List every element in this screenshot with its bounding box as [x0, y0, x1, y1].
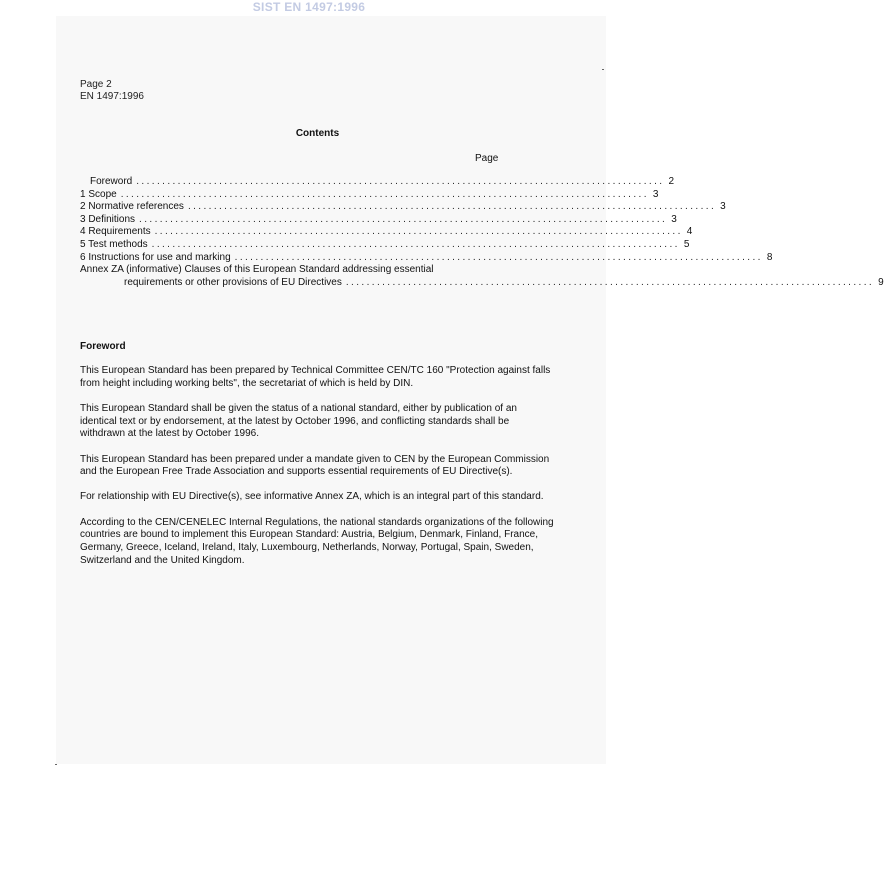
toc-leader-dots: ...................................................................................................... — [234, 251, 763, 263]
toc-annex-label-line1: Annex ZA (informative) Clauses of this European Standard addressing essential — [80, 264, 434, 276]
toc-entry-page: 3 — [671, 213, 677, 225]
watermark: SIST EN 1497:1996 — [252, 0, 366, 14]
foreword-paragraph: This European Standard shall be given the status of a national standard, either by publication of an identical text or by endorsement, at the latest by October 1996, and conflicting standards shall be withdrawn at the latest by October 1996. — [80, 402, 517, 440]
toc-entry-page: 9 — [878, 276, 884, 288]
toc-leader-dots: ...................................................................................................... — [151, 238, 680, 250]
toc-entry[interactable] — [80, 226, 693, 239]
toc-entry[interactable] — [80, 213, 677, 227]
toc-entry-label: 2 Normative references — [80, 201, 184, 213]
toc-entry[interactable] — [80, 238, 690, 252]
page-header — [80, 79, 144, 103]
toc-leader-dots: ...................................................................................................... — [154, 226, 683, 238]
toc-annex-entry[interactable] — [80, 264, 884, 289]
foreword-paragraph: This European Standard has been prepared by Technical Committee CEN/TC 160 "Protection against falls from height including working belts", the secretariat of which is held by DIN. — [80, 365, 551, 389]
page-number: Page 2 — [80, 79, 112, 90]
foreword-paragraph: According to the CEN/CENELEC Internal Regulations, the national standards organizations of the following countries are bound to implement this European Standard: Austria, Belgium, Denmark, Finland, France, Germany, Greece, Iceland, Ireland, Italy, Luxembourg, Netherlands, Norway, Portugal, Spain, Sweden, Switzerland and the United Kingdom. — [80, 516, 554, 566]
toc-annex-label-line2: requirements or other provisions of EU Directives — [124, 276, 342, 288]
toc-entry[interactable] — [80, 201, 726, 214]
toc-entry-page: 3 — [652, 188, 659, 200]
toc-leader-dots: ...................................................................................................... — [345, 276, 875, 288]
foreword-heading: Foreword — [80, 341, 126, 352]
toc-entry-page: 8 — [766, 251, 773, 263]
toc-entry-page: 4 — [686, 226, 693, 238]
toc-entry-page: 5 — [683, 238, 690, 250]
toc-entry-label: 3 Definitions — [80, 213, 136, 225]
foreword-paragraph: This European Standard has been prepared under a mandate given to CEN by the European Commission and the European Free Trade Association and supports essential requirements of EU Directive(s). — [80, 453, 550, 478]
toc-leader-dots: ...................................................................................................... — [187, 201, 717, 213]
foreword-paragraph: For relationship with EU Directive(s), see informative Annex ZA, which is an integral part of this standard. — [80, 491, 544, 503]
scan-speck — [55, 764, 57, 765]
foreword-body — [80, 365, 556, 580]
toc-leader-dots: ...................................................................................................... — [139, 213, 668, 225]
toc-entry-page: 3 — [720, 201, 726, 213]
toc-entry-label: 5 Test methods — [80, 238, 148, 250]
toc-leader-dots: ...................................................................................................... — [136, 176, 665, 187]
toc-entry[interactable] — [80, 251, 773, 265]
toc-entry-label: Foreword — [90, 176, 133, 187]
toc-leader-dots: ...................................................................................................... — [120, 188, 649, 200]
page-column-label: Page — [475, 153, 499, 164]
toc-entry-page: 2 — [668, 176, 675, 187]
scan-speck — [602, 69, 604, 70]
standard-number: EN 1497:1996 — [80, 91, 144, 102]
toc-entry-label: 6 Instructions for use and marking — [80, 251, 231, 263]
contents-title: Contents — [295, 128, 340, 139]
toc-entry-label: 4 Requirements — [80, 226, 151, 238]
toc-entry-label: 1 Scope — [80, 188, 117, 200]
toc-entry[interactable] — [80, 188, 659, 202]
toc-entry[interactable] — [80, 176, 675, 189]
table-of-contents — [80, 176, 884, 289]
